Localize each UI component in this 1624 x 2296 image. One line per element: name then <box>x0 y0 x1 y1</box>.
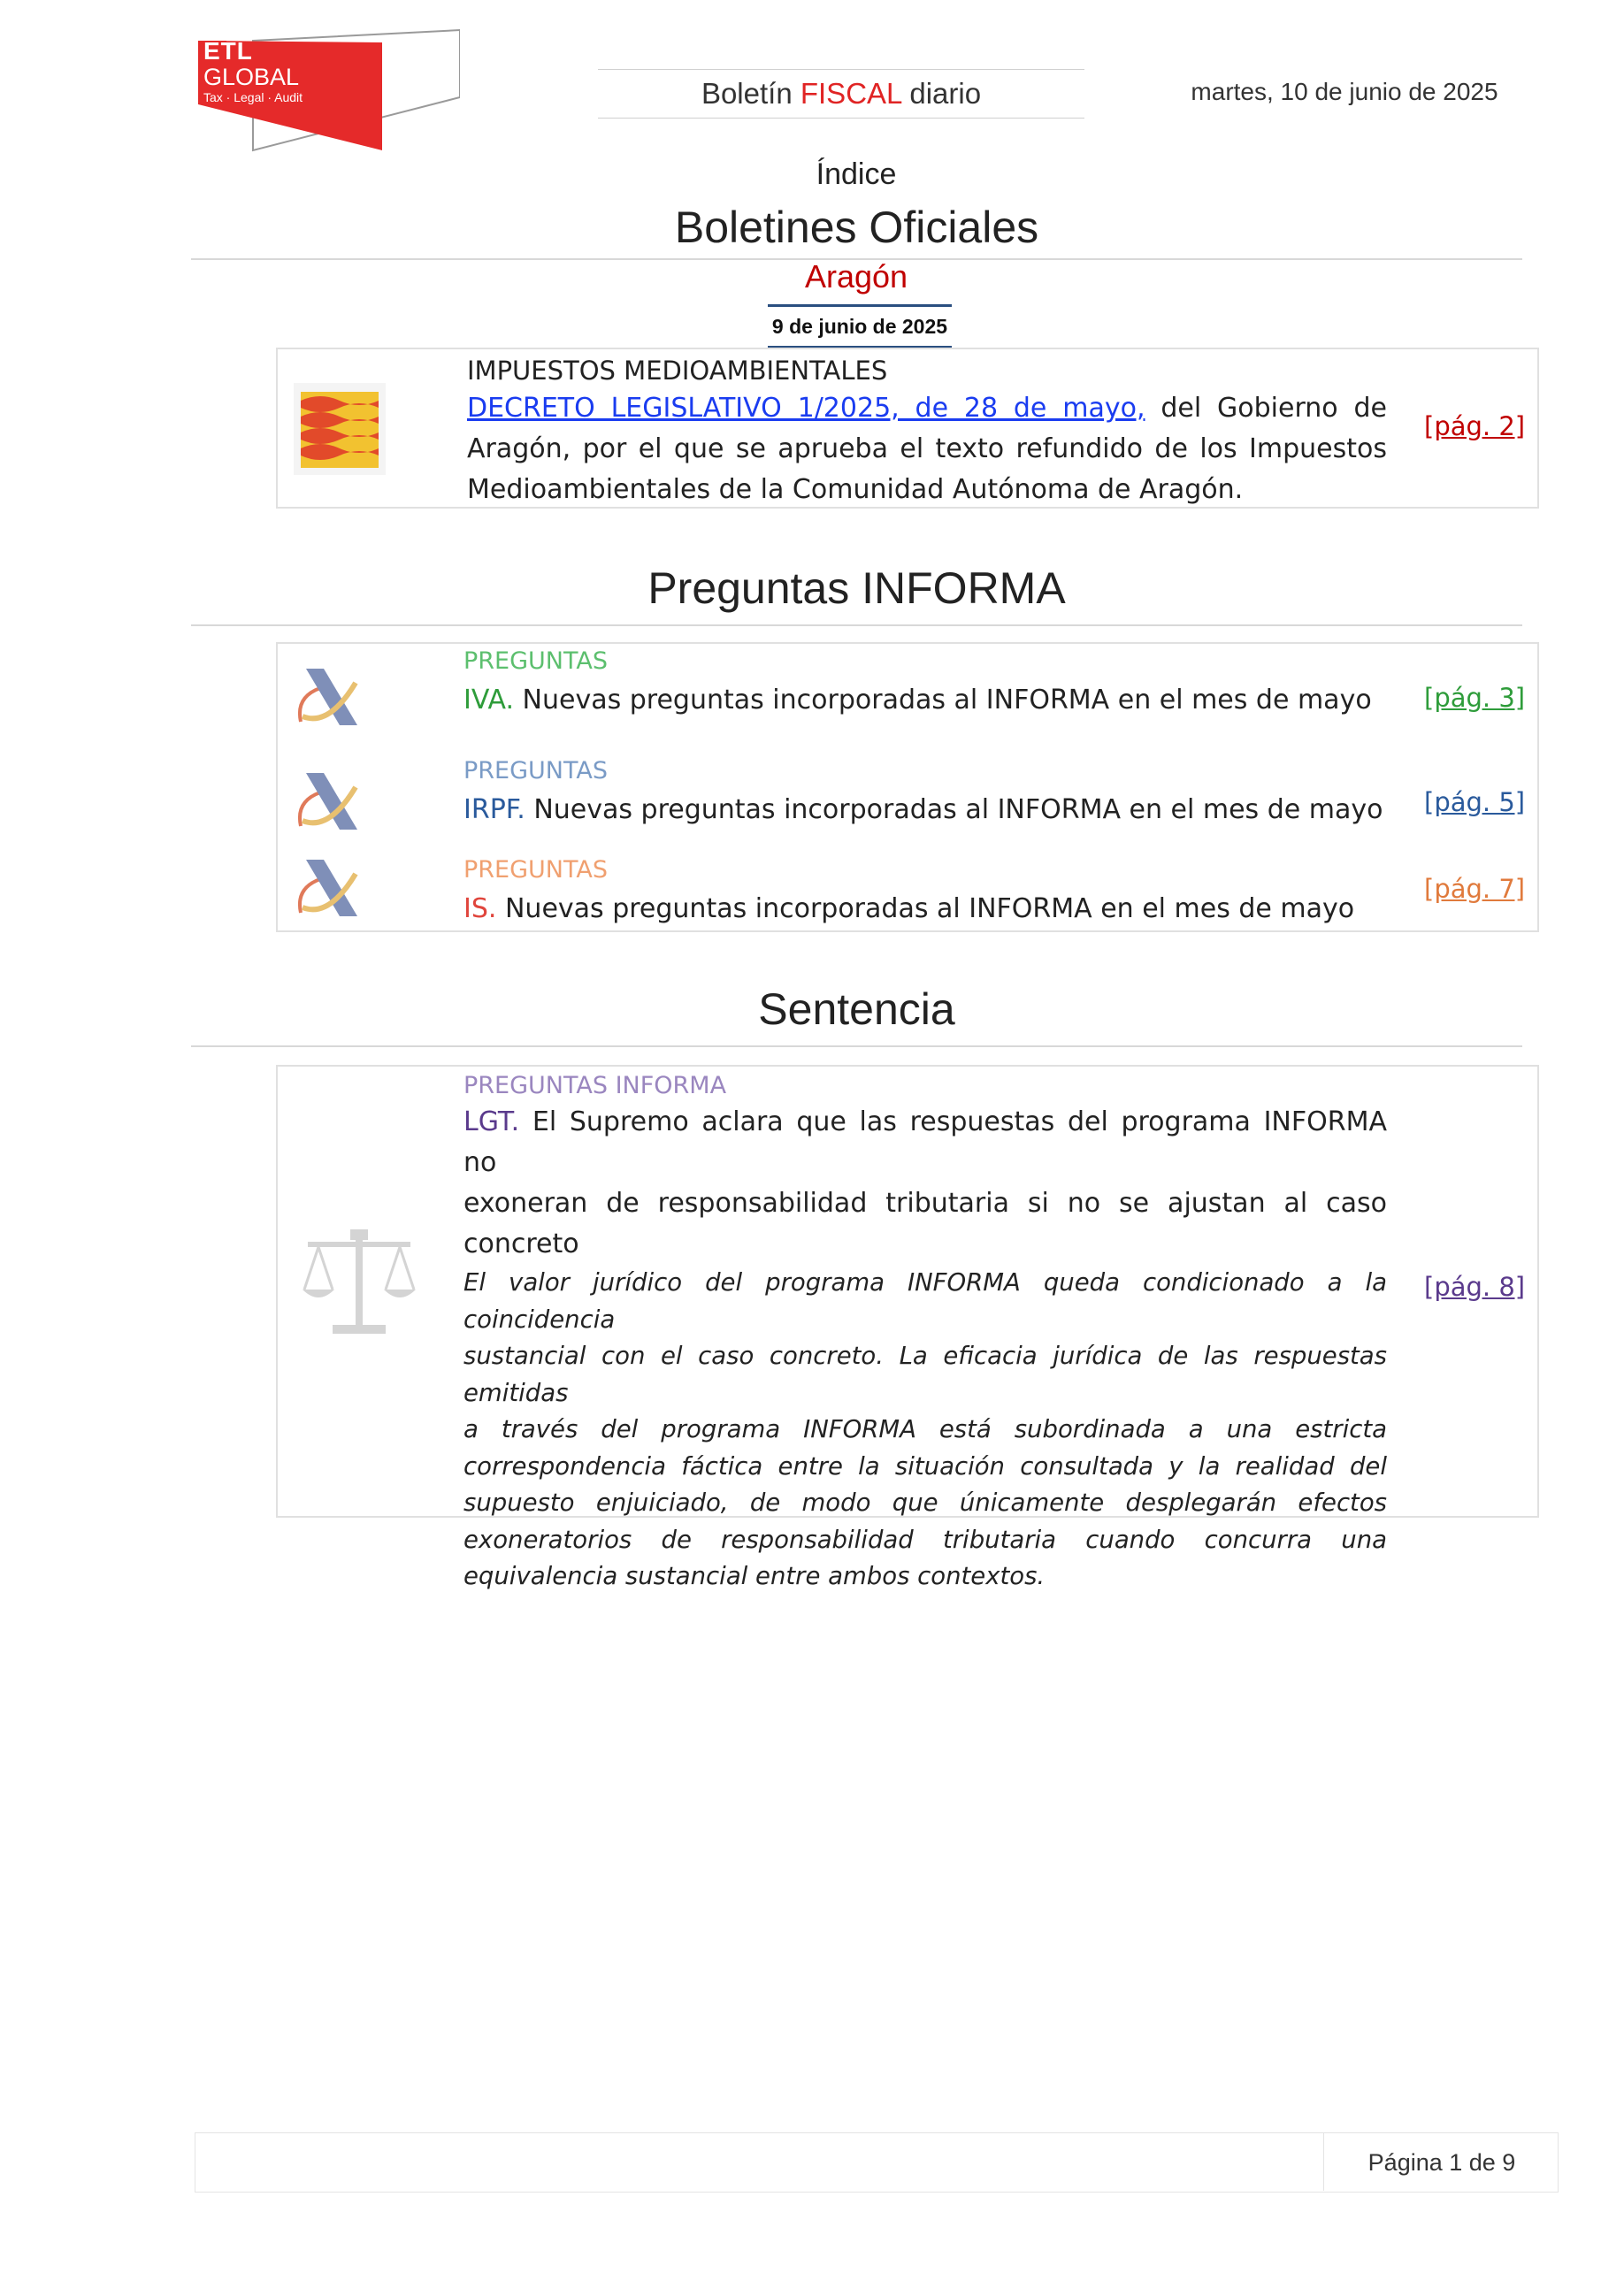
entry-title-line3: Medioambientales de la Comunidad Autónoma de Aragón. <box>467 474 1244 505</box>
sentencia-content <box>463 1070 1387 1596</box>
preguntas-box <box>276 642 1539 932</box>
bulletin-title <box>598 69 1084 119</box>
aragon-flag-icon <box>294 383 386 475</box>
entry-tag: LGT. <box>463 1106 520 1137</box>
section-title-boletines: Boletines Oficiales <box>674 203 1039 252</box>
issue-date: martes, 10 de junio de 2025 <box>1191 78 1498 105</box>
section-title-sentencia: Sentencia <box>758 984 955 1034</box>
entry-title-iva <box>463 681 1372 720</box>
page-ref-link[interactable]: [pág. 8] <box>1424 1272 1526 1302</box>
logo-name: GLOBAL <box>203 64 300 90</box>
region-heading: Aragón <box>804 258 908 295</box>
entry-title-line3: concreto <box>463 1228 579 1259</box>
summary-line: a través del programa INFORMA está subordinada a una estricta <box>463 1415 1387 1443</box>
entry-title-line1 <box>467 388 1387 429</box>
page-ref-link[interactable]: [pág. 3] <box>1424 683 1526 713</box>
summary-line: supuesto enjuiciado, de modo que únicamente desplegarán efectos <box>463 1489 1387 1517</box>
section-divider <box>191 624 1522 626</box>
entry-text: Nuevas preguntas incorporadas al INFORMA en el mes de mayo <box>504 893 1355 924</box>
summary-line: El valor jurídico del programa INFORMA queda condicionado a la coincidencia <box>463 1268 1387 1334</box>
entry-title-line1 <box>463 1102 1387 1183</box>
page-ref-link[interactable]: [pág. 7] <box>1424 874 1526 904</box>
entry-title-rest: El Supremo aclara que las respuestas del programa INFORMA no <box>463 1106 1387 1178</box>
entry-tag: IVA. <box>463 685 514 716</box>
summary-line: equivalencia sustancial entre ambos contextos. <box>463 1562 1046 1590</box>
entry-text: Nuevas preguntas incorporadas al INFORMA en el mes de mayo <box>522 685 1372 716</box>
entry-title-rest: del Gobierno de <box>1161 393 1387 424</box>
entry-title-line2: Aragón, por el que se aprueba el texto refundido de los Impuestos <box>467 433 1387 464</box>
summary-line: sustancial con el caso concreto. La eficacia jurídica de las respuestas emitidas <box>463 1342 1387 1407</box>
aeat-logo-icon <box>294 856 361 920</box>
section-title-preguntas: Preguntas INFORMA <box>647 563 1066 613</box>
scales-of-justice-icon <box>299 1226 419 1344</box>
entry-tag: IS. <box>463 893 497 924</box>
logo-brand: ETL <box>203 37 253 65</box>
entry-category: PREGUNTAS <box>463 647 608 675</box>
entry-category: PREGUNTAS <box>463 856 608 884</box>
entry-title-is <box>463 890 1354 929</box>
page-ref-link[interactable]: [pág. 5] <box>1424 787 1526 817</box>
entry-category: PREGUNTAS INFORMA <box>463 1072 727 1099</box>
sentencia-box <box>276 1065 1539 1590</box>
bulletin-suffix: diario <box>909 77 982 110</box>
page-ref-link[interactable]: [pág. 2] <box>1424 411 1526 441</box>
decree-link[interactable]: DECRETO LEGISLATIVO 1/2025, de 28 de mayo, <box>467 393 1145 424</box>
entry-category: PREGUNTAS <box>463 757 608 784</box>
entry-category: IMPUESTOS MEDIOAMBIENTALES <box>467 356 888 386</box>
summary-line: exoneratorios de responsabilidad tributaria cuando concurra una <box>463 1525 1387 1554</box>
section-divider <box>191 1045 1522 1047</box>
summary-line: correspondencia fáctica entre la situación consultada y la realidad del <box>463 1451 1387 1481</box>
bulletin-highlight: FISCAL <box>800 77 902 110</box>
page-number: Página 1 de 9 <box>1367 2149 1516 2176</box>
gazette-date-badge: 9 de junio de 2025 <box>768 304 952 348</box>
boletin-entry-box <box>276 348 1539 509</box>
boletin-entry-content <box>467 353 1387 510</box>
bulletin-prefix: Boletín <box>701 77 793 110</box>
entry-title-line2: exoneran de responsabilidad tributaria si no se ajustan al caso <box>463 1188 1387 1219</box>
etl-global-logo <box>195 28 460 152</box>
footer-divider <box>1323 2132 1324 2191</box>
entry-title-irpf <box>463 791 1383 830</box>
entry-summary <box>463 1265 1387 1596</box>
aeat-logo-icon <box>294 665 361 729</box>
logo-tagline: Tax · Legal · Audit <box>203 90 303 104</box>
aeat-logo-icon <box>294 769 361 833</box>
entry-tag: IRPF. <box>463 794 525 825</box>
index-label: Índice <box>816 157 897 191</box>
entry-text: Nuevas preguntas incorporadas al INFORMA en el mes de mayo <box>533 794 1383 825</box>
